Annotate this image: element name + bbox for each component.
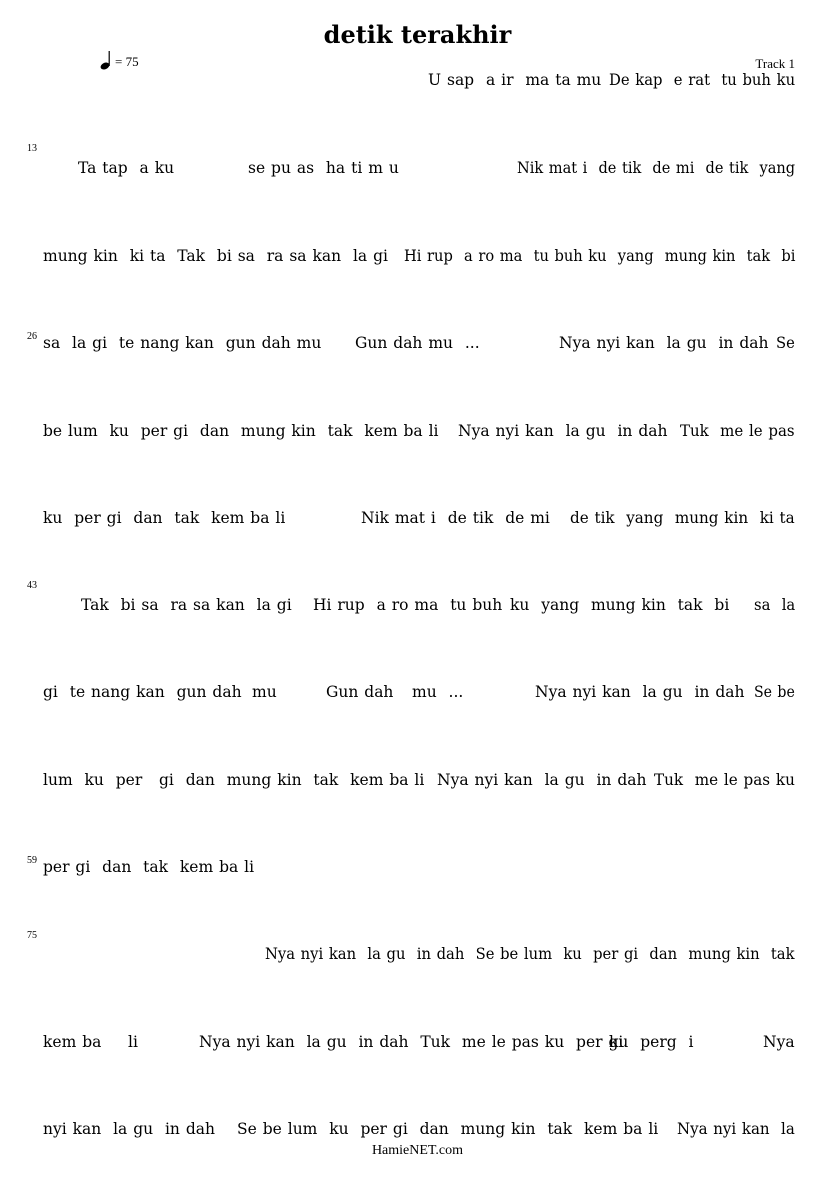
lyric-segment: kem ba (43, 1033, 102, 1051)
lyric-segment: U sap a ir ma ta mu (428, 71, 602, 89)
lyric-segment: sa la gi te nang kan gun dah mu (43, 334, 322, 352)
lyric-line-7 (43, 594, 795, 616)
lyric-line-10 (43, 856, 795, 878)
lyric-segment: Nya nyi kan la (677, 1120, 795, 1138)
lyric-line-6 (43, 507, 795, 529)
lyric-segment: Hi rup a ro ma tu buh ku yang mung kin tak bi (404, 247, 796, 265)
lyric-segment: mu ... (412, 683, 464, 701)
lyric-segment: ku perg i (609, 1033, 694, 1051)
lyric-segment: be lum ku per gi dan mung kin tak kem ba li (43, 422, 439, 440)
lyric-segment: ku yang mung kin tak bi (510, 596, 730, 614)
lyric-segment: sa la (754, 596, 796, 614)
measure-number: 13 (27, 143, 37, 154)
measure-number: 59 (27, 855, 37, 866)
lyric-segment: Tak bi sa ra sa kan la gi (81, 596, 292, 614)
measure-number: 75 (27, 930, 37, 941)
lyric-segment: gi te nang kan gun dah (43, 683, 242, 701)
song-title: detik terakhir (323, 20, 512, 49)
lyric-segment: Nya (763, 1033, 795, 1051)
lyric-segment: li (128, 1033, 138, 1051)
lyric-segment: Nya nyi kan la gu in dah (535, 683, 745, 701)
lyric-line-4 (43, 332, 795, 354)
lyric-line-3 (43, 245, 795, 267)
lyric-line-9 (43, 769, 795, 791)
lyric-line-8 (43, 681, 795, 703)
measure-number: 43 (27, 580, 37, 591)
lyric-segment: Nik mat i de tik de mi (361, 509, 550, 527)
lyric-segment: de tik yang mung kin ki ta (570, 509, 795, 527)
lyric-segment: Gun dah mu ... (355, 334, 480, 352)
lyric-segment: Nya nyi kan la gu in dah (437, 771, 647, 789)
quarter-note-icon (100, 50, 112, 70)
lyric-segment: Se be lum ku per gi dan mung kin tak kem ba li (237, 1120, 659, 1138)
lyric-line-13 (43, 1118, 795, 1140)
lyric-segment: gi dan mung kin tak kem ba li (159, 771, 425, 789)
lyric-segment: mu (252, 683, 277, 701)
lyric-segment: Gun dah (326, 683, 394, 701)
track-label: Track 1 (755, 56, 795, 71)
footer-site-link[interactable]: HamieNET.com (371, 1143, 464, 1158)
lyric-line-12 (43, 1031, 795, 1053)
lyric-segment: Nya nyi kan la gu in dah (458, 422, 668, 440)
lyric-segment: Nya nyi kan la gu in dah Tuk me le pas ku per gi (199, 1033, 624, 1051)
lyric-segment: mung kin ki ta Tak bi sa ra sa kan la gi (43, 247, 388, 265)
lyric-segment: Tuk me le pas (680, 422, 795, 440)
lyric-line-5 (43, 420, 795, 442)
lyric-line-1 (43, 69, 795, 91)
lyric-segment: Nya nyi kan la gu in dah (559, 334, 769, 352)
lyric-line-2 (43, 157, 795, 179)
lyric-segment: per gi dan tak kem ba li (43, 858, 255, 876)
tempo-marking (100, 50, 139, 70)
lyric-segment: nyi kan la gu in dah (43, 1120, 215, 1138)
lyric-segment: se pu as ha ti m u (248, 159, 399, 177)
lyric-segment: Nik mat i de tik de mi de tik yang (517, 159, 796, 177)
lyric-segment: Tuk me le pas ku (654, 771, 795, 789)
lyric-segment: ku per gi dan tak kem ba li (43, 509, 286, 527)
lyric-segment: Ta tap a ku (78, 159, 175, 177)
lyric-segment: Se be (754, 683, 795, 701)
lyric-segment: Nya nyi kan la gu in dah Se be lum ku per gi dan mung kin tak (265, 945, 795, 963)
measure-number: 26 (27, 331, 37, 342)
lyric-line-11 (43, 943, 795, 965)
tempo-text: = 75 (115, 54, 139, 69)
lyric-segment: Se (776, 334, 795, 352)
lyric-segment: Hi rup a ro ma tu buh (313, 596, 503, 614)
lyric-segment: De kap e rat tu buh ku (609, 71, 796, 89)
lyric-segment: lum ku per (43, 771, 143, 789)
